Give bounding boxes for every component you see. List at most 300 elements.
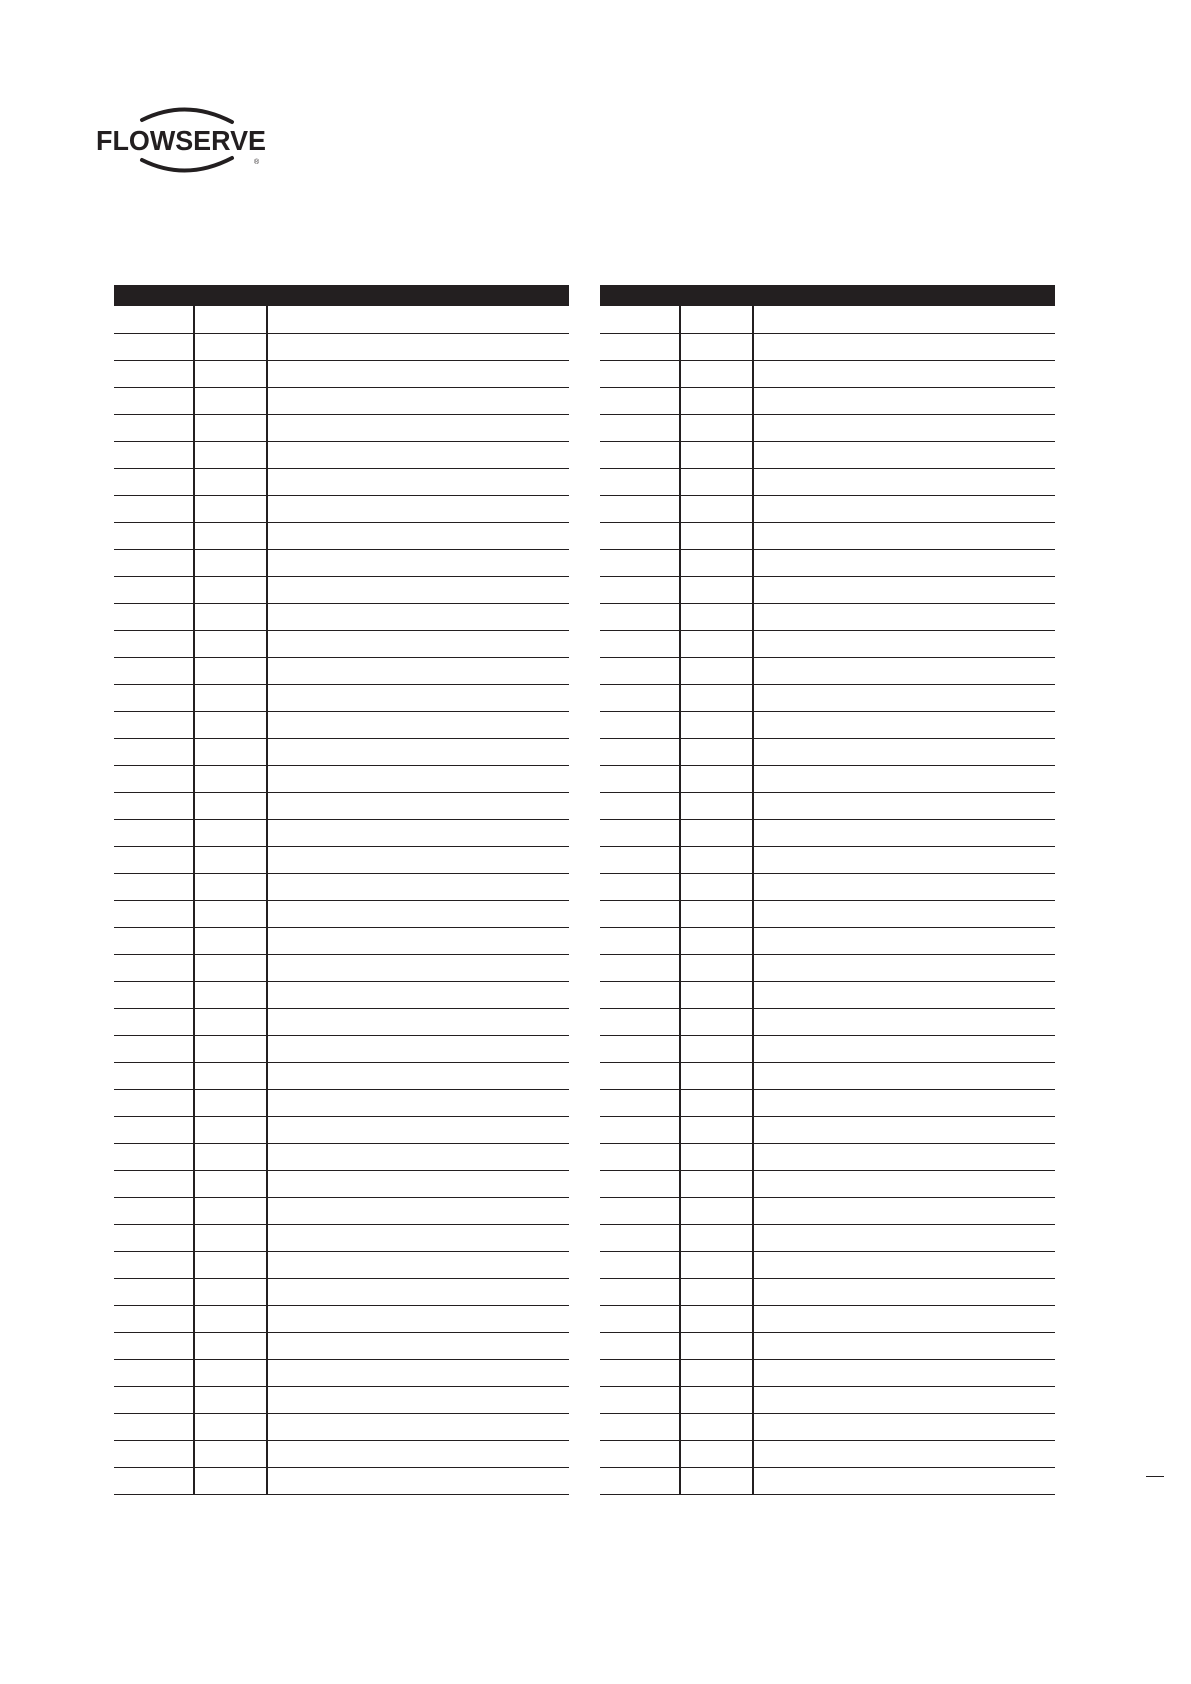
table-cell[interactable] xyxy=(267,1386,569,1413)
table-cell[interactable] xyxy=(680,981,753,1008)
table-cell[interactable] xyxy=(267,522,569,549)
table-cell[interactable] xyxy=(114,1089,194,1116)
table-cell[interactable] xyxy=(600,333,680,360)
table-cell[interactable] xyxy=(753,684,1055,711)
table-cell[interactable] xyxy=(114,1332,194,1359)
table-cell[interactable] xyxy=(600,1251,680,1278)
table-cell[interactable] xyxy=(680,1413,753,1440)
table-cell[interactable] xyxy=(114,819,194,846)
table-cell[interactable] xyxy=(753,1413,1055,1440)
table-cell[interactable] xyxy=(753,1278,1055,1305)
table-cell[interactable] xyxy=(194,684,267,711)
table-cell[interactable] xyxy=(267,1224,569,1251)
table-cell[interactable] xyxy=(194,441,267,468)
table-cell[interactable] xyxy=(267,738,569,765)
table-cell[interactable] xyxy=(680,684,753,711)
table-cell[interactable] xyxy=(680,522,753,549)
table-cell[interactable] xyxy=(600,1170,680,1197)
table-cell[interactable] xyxy=(680,414,753,441)
table-cell[interactable] xyxy=(267,387,569,414)
table-cell[interactable] xyxy=(267,603,569,630)
table-cell[interactable] xyxy=(680,1386,753,1413)
table-cell[interactable] xyxy=(114,522,194,549)
header-cell xyxy=(680,285,753,306)
table-cell[interactable] xyxy=(753,900,1055,927)
table-cell[interactable] xyxy=(600,873,680,900)
table-cell[interactable] xyxy=(753,1035,1055,1062)
table-row xyxy=(114,873,569,900)
table-cell[interactable] xyxy=(680,819,753,846)
table-cell[interactable] xyxy=(114,1467,194,1494)
table-cell[interactable] xyxy=(753,630,1055,657)
table-cell[interactable] xyxy=(600,414,680,441)
table-cell[interactable] xyxy=(267,657,569,684)
table-cell[interactable] xyxy=(600,603,680,630)
table-cell[interactable] xyxy=(600,684,680,711)
table-cell[interactable] xyxy=(600,1386,680,1413)
table-cell[interactable] xyxy=(600,1359,680,1386)
table-cell[interactable] xyxy=(680,954,753,981)
table-cell[interactable] xyxy=(680,306,753,333)
table-row xyxy=(600,738,1055,765)
record-table-left xyxy=(114,285,569,1495)
table-cell[interactable] xyxy=(194,306,267,333)
table-cell[interactable] xyxy=(753,495,1055,522)
table-cell[interactable] xyxy=(600,1278,680,1305)
table-cell[interactable] xyxy=(600,981,680,1008)
table-cell[interactable] xyxy=(680,549,753,576)
table-cell[interactable] xyxy=(753,1170,1055,1197)
table-cell[interactable] xyxy=(600,738,680,765)
table-cell[interactable] xyxy=(194,1413,267,1440)
table-cell[interactable] xyxy=(194,900,267,927)
table-cell[interactable] xyxy=(600,1440,680,1467)
table-cell[interactable] xyxy=(600,1089,680,1116)
table-cell[interactable] xyxy=(114,711,194,738)
table-cell[interactable] xyxy=(753,954,1055,981)
table-cell[interactable] xyxy=(600,954,680,981)
table-cell[interactable] xyxy=(753,1386,1055,1413)
table-cell[interactable] xyxy=(600,819,680,846)
table-cell[interactable] xyxy=(114,738,194,765)
table-cell[interactable] xyxy=(114,468,194,495)
table-cell[interactable] xyxy=(194,1170,267,1197)
table-cell[interactable] xyxy=(753,981,1055,1008)
table-cell[interactable] xyxy=(680,1116,753,1143)
table-cell[interactable] xyxy=(680,1305,753,1332)
table-row xyxy=(114,333,569,360)
table-cell[interactable] xyxy=(114,1143,194,1170)
table-cell[interactable] xyxy=(600,549,680,576)
table-cell[interactable] xyxy=(600,1467,680,1494)
table-cell[interactable] xyxy=(114,495,194,522)
table-cell[interactable] xyxy=(114,1116,194,1143)
table-cell[interactable] xyxy=(114,1386,194,1413)
table-cell[interactable] xyxy=(194,468,267,495)
table-cell[interactable] xyxy=(114,657,194,684)
table-cell[interactable] xyxy=(267,1413,569,1440)
table-row xyxy=(114,1116,569,1143)
table-cell[interactable] xyxy=(600,1413,680,1440)
table-cell[interactable] xyxy=(680,1467,753,1494)
table-cell[interactable] xyxy=(114,441,194,468)
table-row xyxy=(114,630,569,657)
table-cell[interactable] xyxy=(194,819,267,846)
table-cell[interactable] xyxy=(600,1008,680,1035)
table-cell[interactable] xyxy=(680,441,753,468)
table-cell[interactable] xyxy=(600,387,680,414)
table-cell[interactable] xyxy=(267,765,569,792)
table-cell[interactable] xyxy=(267,1332,569,1359)
table-cell[interactable] xyxy=(267,306,569,333)
table-cell[interactable] xyxy=(680,711,753,738)
table-cell[interactable] xyxy=(680,1035,753,1062)
table-cell[interactable] xyxy=(114,360,194,387)
table-row xyxy=(600,792,1055,819)
table-cell[interactable] xyxy=(753,468,1055,495)
table-cell[interactable] xyxy=(194,1035,267,1062)
table-cell[interactable] xyxy=(680,630,753,657)
table-cell[interactable] xyxy=(114,1413,194,1440)
table-cell[interactable] xyxy=(194,873,267,900)
table-cell[interactable] xyxy=(194,1440,267,1467)
table-cell[interactable] xyxy=(753,738,1055,765)
table-cell[interactable] xyxy=(194,981,267,1008)
table-cell[interactable] xyxy=(680,765,753,792)
table-cell[interactable] xyxy=(600,900,680,927)
table-cell[interactable] xyxy=(114,1224,194,1251)
table-cell[interactable] xyxy=(194,603,267,630)
table-cell[interactable] xyxy=(114,1278,194,1305)
table-cell[interactable] xyxy=(600,360,680,387)
table-cell[interactable] xyxy=(114,927,194,954)
table-cell[interactable] xyxy=(600,1062,680,1089)
table-cell[interactable] xyxy=(600,792,680,819)
table-cell[interactable] xyxy=(267,1035,569,1062)
table-cell[interactable] xyxy=(753,360,1055,387)
table-cell[interactable] xyxy=(680,1224,753,1251)
table-cell[interactable] xyxy=(600,1116,680,1143)
table-cell[interactable] xyxy=(194,1089,267,1116)
table-cell[interactable] xyxy=(680,387,753,414)
table-cell[interactable] xyxy=(194,360,267,387)
table-cell[interactable] xyxy=(753,1089,1055,1116)
table-cell[interactable] xyxy=(267,1089,569,1116)
table-cell[interactable] xyxy=(753,441,1055,468)
table-cell[interactable] xyxy=(194,738,267,765)
table-cell[interactable] xyxy=(753,792,1055,819)
table-cell[interactable] xyxy=(753,1116,1055,1143)
table-cell[interactable] xyxy=(600,1035,680,1062)
table-cell[interactable] xyxy=(680,495,753,522)
table-cell[interactable] xyxy=(753,1197,1055,1224)
table-row xyxy=(114,657,569,684)
table-cell[interactable] xyxy=(600,765,680,792)
table-cell[interactable] xyxy=(680,738,753,765)
table-cell[interactable] xyxy=(680,927,753,954)
header-cell xyxy=(194,285,267,306)
table-cell[interactable] xyxy=(114,765,194,792)
table-cell[interactable] xyxy=(114,1359,194,1386)
table-cell[interactable] xyxy=(680,333,753,360)
table-cell[interactable] xyxy=(600,630,680,657)
table-cell[interactable] xyxy=(680,603,753,630)
table-cell[interactable] xyxy=(267,711,569,738)
table-cell[interactable] xyxy=(267,1170,569,1197)
table-cell[interactable] xyxy=(753,549,1055,576)
table-cell[interactable] xyxy=(114,630,194,657)
table-cell[interactable] xyxy=(600,1332,680,1359)
table-cell[interactable] xyxy=(267,1251,569,1278)
table-row xyxy=(600,1467,1055,1494)
table-cell[interactable] xyxy=(194,495,267,522)
table-cell[interactable] xyxy=(194,1143,267,1170)
table-cell[interactable] xyxy=(114,549,194,576)
table-cell[interactable] xyxy=(194,1224,267,1251)
table-cell[interactable] xyxy=(114,603,194,630)
table-row xyxy=(600,1305,1055,1332)
table-row xyxy=(114,1278,569,1305)
table-cell[interactable] xyxy=(753,1224,1055,1251)
table-cell[interactable] xyxy=(194,1332,267,1359)
table-row xyxy=(114,684,569,711)
table-cell[interactable] xyxy=(600,927,680,954)
table-cell[interactable] xyxy=(194,414,267,441)
table-cell[interactable] xyxy=(753,387,1055,414)
table-cell[interactable] xyxy=(753,522,1055,549)
table-cell[interactable] xyxy=(194,1305,267,1332)
table-cell[interactable] xyxy=(680,1143,753,1170)
table-row xyxy=(114,1089,569,1116)
table-cell[interactable] xyxy=(194,792,267,819)
table-row xyxy=(114,954,569,981)
table-cell[interactable] xyxy=(194,927,267,954)
table-cell[interactable] xyxy=(194,765,267,792)
table-cell[interactable] xyxy=(680,1332,753,1359)
table-row xyxy=(114,1224,569,1251)
table-cell[interactable] xyxy=(267,954,569,981)
table-cell[interactable] xyxy=(267,846,569,873)
table-cell[interactable] xyxy=(194,1116,267,1143)
table-cell[interactable] xyxy=(114,873,194,900)
table-cell[interactable] xyxy=(267,1008,569,1035)
table-row xyxy=(600,1278,1055,1305)
table-cell[interactable] xyxy=(680,1062,753,1089)
table-cell[interactable] xyxy=(267,1062,569,1089)
table-cell[interactable] xyxy=(753,1062,1055,1089)
table-cell[interactable] xyxy=(194,549,267,576)
table-cell[interactable] xyxy=(194,1062,267,1089)
table-cell[interactable] xyxy=(680,1278,753,1305)
table-cell[interactable] xyxy=(114,1251,194,1278)
table-cell[interactable] xyxy=(600,1305,680,1332)
table-cell[interactable] xyxy=(600,495,680,522)
table-cell[interactable] xyxy=(753,1008,1055,1035)
table-row xyxy=(600,576,1055,603)
table-cell[interactable] xyxy=(267,333,569,360)
table-cell[interactable] xyxy=(267,819,569,846)
table-cell[interactable] xyxy=(194,1386,267,1413)
table-cell[interactable] xyxy=(267,1440,569,1467)
table-cell[interactable] xyxy=(753,1332,1055,1359)
table-cell[interactable] xyxy=(194,657,267,684)
table-cell[interactable] xyxy=(680,1170,753,1197)
table-row xyxy=(600,711,1055,738)
table-cell[interactable] xyxy=(753,927,1055,954)
table-cell[interactable] xyxy=(267,1305,569,1332)
table-cell[interactable] xyxy=(194,387,267,414)
table-row xyxy=(600,414,1055,441)
table-cell[interactable] xyxy=(267,1467,569,1494)
table-cell[interactable] xyxy=(114,684,194,711)
table-cell[interactable] xyxy=(753,873,1055,900)
table-cell[interactable] xyxy=(267,792,569,819)
table-cell[interactable] xyxy=(753,657,1055,684)
table-row xyxy=(600,630,1055,657)
table-cell[interactable] xyxy=(114,306,194,333)
page-marker-rule xyxy=(1146,1476,1164,1477)
table-row xyxy=(600,549,1055,576)
table-cell[interactable] xyxy=(753,414,1055,441)
table-cell[interactable] xyxy=(114,576,194,603)
table-cell[interactable] xyxy=(600,1224,680,1251)
table-cell[interactable] xyxy=(600,1197,680,1224)
table-cell[interactable] xyxy=(267,360,569,387)
table-row xyxy=(600,927,1055,954)
table-cell[interactable] xyxy=(194,846,267,873)
table-cell[interactable] xyxy=(600,306,680,333)
table-cell[interactable] xyxy=(114,981,194,1008)
table-row xyxy=(600,846,1055,873)
table-cell[interactable] xyxy=(753,819,1055,846)
table-cell[interactable] xyxy=(680,846,753,873)
table-cell[interactable] xyxy=(680,468,753,495)
table-cell[interactable] xyxy=(194,954,267,981)
table-body xyxy=(600,306,1055,1494)
table-cell[interactable] xyxy=(114,333,194,360)
table-cell[interactable] xyxy=(600,657,680,684)
table-cell[interactable] xyxy=(753,711,1055,738)
table-cell[interactable] xyxy=(680,360,753,387)
table-cell[interactable] xyxy=(680,576,753,603)
table-cell[interactable] xyxy=(267,927,569,954)
table-cell[interactable] xyxy=(194,576,267,603)
table-cell[interactable] xyxy=(267,1143,569,1170)
table-cell[interactable] xyxy=(680,657,753,684)
table-cell[interactable] xyxy=(600,846,680,873)
table-cell[interactable] xyxy=(600,441,680,468)
table-cell[interactable] xyxy=(680,1008,753,1035)
table-cell[interactable] xyxy=(753,306,1055,333)
table-cell[interactable] xyxy=(194,522,267,549)
table-cell[interactable] xyxy=(753,1359,1055,1386)
table-cell[interactable] xyxy=(114,414,194,441)
table-cell[interactable] xyxy=(114,1062,194,1089)
table-row xyxy=(114,306,569,333)
table-cell[interactable] xyxy=(194,1278,267,1305)
table-cell[interactable] xyxy=(114,387,194,414)
table-cell[interactable] xyxy=(267,873,569,900)
table-row xyxy=(114,819,569,846)
table-cell[interactable] xyxy=(267,441,569,468)
table-cell[interactable] xyxy=(753,603,1055,630)
table-cell[interactable] xyxy=(753,1251,1055,1278)
table-cell[interactable] xyxy=(267,981,569,1008)
table-cell[interactable] xyxy=(680,900,753,927)
table-cell[interactable] xyxy=(267,900,569,927)
table-cell[interactable] xyxy=(194,1197,267,1224)
table-cell[interactable] xyxy=(753,576,1055,603)
table-cell[interactable] xyxy=(194,1467,267,1494)
table-cell[interactable] xyxy=(753,333,1055,360)
table-cell[interactable] xyxy=(114,1170,194,1197)
table-cell[interactable] xyxy=(600,711,680,738)
table-cell[interactable] xyxy=(680,1440,753,1467)
table-cell[interactable] xyxy=(680,1251,753,1278)
table-cell[interactable] xyxy=(753,1143,1055,1170)
table-cell[interactable] xyxy=(194,1008,267,1035)
table-cell[interactable] xyxy=(267,1359,569,1386)
table-cell[interactable] xyxy=(753,846,1055,873)
table-cell[interactable] xyxy=(680,1359,753,1386)
table-cell[interactable] xyxy=(194,333,267,360)
table-row xyxy=(114,711,569,738)
table-row xyxy=(600,1251,1055,1278)
table-cell[interactable] xyxy=(267,1278,569,1305)
table-cell[interactable] xyxy=(267,1197,569,1224)
table-cell[interactable] xyxy=(194,1359,267,1386)
table-cell[interactable] xyxy=(114,1197,194,1224)
svg-text:®: ® xyxy=(254,159,260,166)
table-cell[interactable] xyxy=(753,1305,1055,1332)
table-cell[interactable] xyxy=(600,468,680,495)
table-row xyxy=(114,576,569,603)
table-cell[interactable] xyxy=(680,1197,753,1224)
table-cell[interactable] xyxy=(753,1440,1055,1467)
table-cell[interactable] xyxy=(114,846,194,873)
table-cell[interactable] xyxy=(753,1467,1055,1494)
table-cell[interactable] xyxy=(267,576,569,603)
table-cell[interactable] xyxy=(114,954,194,981)
table-cell[interactable] xyxy=(600,1143,680,1170)
table-cell[interactable] xyxy=(267,414,569,441)
table-cell[interactable] xyxy=(680,792,753,819)
table-cell[interactable] xyxy=(267,495,569,522)
table-cell[interactable] xyxy=(680,1089,753,1116)
table-cell[interactable] xyxy=(114,1305,194,1332)
table-cell[interactable] xyxy=(194,630,267,657)
table-cell[interactable] xyxy=(753,765,1055,792)
table-cell[interactable] xyxy=(194,711,267,738)
table-cell[interactable] xyxy=(600,576,680,603)
table-cell[interactable] xyxy=(114,1440,194,1467)
table-cell[interactable] xyxy=(114,900,194,927)
table-cell[interactable] xyxy=(114,1008,194,1035)
table-cell[interactable] xyxy=(267,468,569,495)
table-cell[interactable] xyxy=(114,1035,194,1062)
table-cell[interactable] xyxy=(114,792,194,819)
table-cell[interactable] xyxy=(267,630,569,657)
table-cell[interactable] xyxy=(267,1116,569,1143)
table-row xyxy=(114,738,569,765)
table-cell[interactable] xyxy=(600,522,680,549)
table-cell[interactable] xyxy=(680,873,753,900)
table-cell[interactable] xyxy=(194,1251,267,1278)
table-cell[interactable] xyxy=(267,549,569,576)
table-row xyxy=(114,981,569,1008)
table-cell[interactable] xyxy=(267,684,569,711)
table-row xyxy=(114,1467,569,1494)
